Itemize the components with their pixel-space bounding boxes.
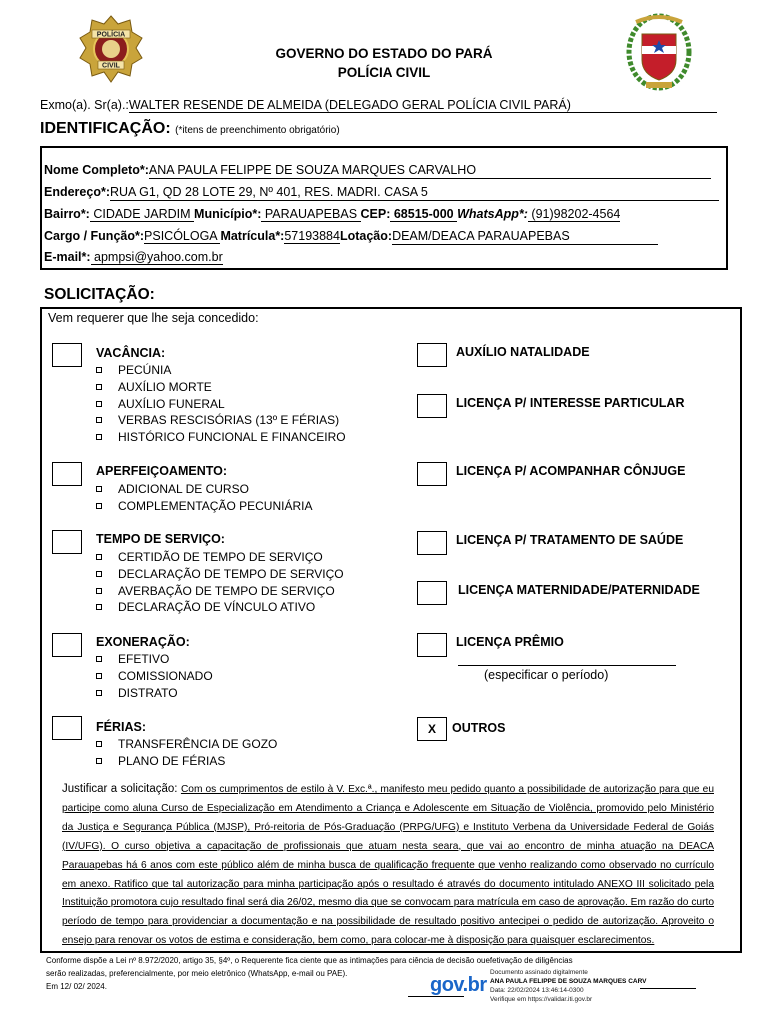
option-item[interactable]: AUXÍLIO FUNERAL: [94, 396, 346, 413]
identification-note: (*itens de preenchimento obrigatório): [175, 125, 340, 136]
identification-title: IDENTIFICAÇÃO:: [40, 120, 171, 137]
auxilio-natalidade-checkbox[interactable]: [417, 343, 447, 367]
licenca-interesse-label: LICENÇA P/ INTERESSE PARTICULAR: [456, 396, 685, 410]
option-item[interactable]: EFETIVO: [94, 651, 213, 668]
licenca-saude-label: LICENÇA P/ TRATAMENTO DE SAÚDE: [456, 533, 684, 547]
email-row: [44, 249, 223, 265]
identification-header: [40, 120, 340, 138]
tempo-servico-checkbox[interactable]: [52, 530, 82, 554]
licenca-conjuge-checkbox[interactable]: [417, 462, 447, 486]
cep-field[interactable]: 68515-000: [390, 207, 458, 221]
vacancia-label: VACÂNCIA:: [96, 346, 166, 360]
period-hint: (especificar o período): [484, 668, 609, 682]
whatsapp-label: WhatsApp*:: [457, 207, 528, 221]
footer-line2: serão realizadas, preferencialmente, por meio eletrônico (WhatsApp, e-mail ou PAE).: [46, 969, 348, 978]
option-item[interactable]: CERTIDÃO DE TEMPO DE SERVIÇO: [94, 549, 344, 566]
name-row: [44, 162, 711, 179]
option-item[interactable]: TRANSFERÊNCIA DE GOZO: [94, 736, 277, 753]
name-field[interactable]: ANA PAULA FELIPPE DE SOUZA MARQUES CARVALHO: [149, 162, 711, 179]
option-item[interactable]: DISTRATO: [94, 685, 213, 702]
address-field[interactable]: RUA G1, QD 28 LOTE 29, Nº 401, RES. MADRI. CASA 5: [110, 184, 719, 201]
bairro-label: Bairro*:: [44, 207, 90, 221]
municipio-label: Município*:: [194, 207, 262, 221]
matricula-field[interactable]: 57193884: [284, 229, 340, 243]
bairro-field[interactable]: CIDADE JARDIM: [89, 207, 195, 221]
exoneracao-options: [94, 651, 213, 701]
municipio-field[interactable]: PARAUAPEBAS: [261, 207, 361, 221]
header-police-line: POLÍCIA CIVIL: [337, 65, 431, 80]
period-input[interactable]: [458, 665, 676, 666]
vacancia-options: [94, 362, 346, 446]
lotacao-field[interactable]: DEAM/DEACA PARAUAPEBAS: [392, 228, 658, 245]
solicitation-title: SOLICITAÇÃO:: [44, 286, 155, 303]
option-item[interactable]: ADICIONAL DE CURSO: [94, 481, 312, 498]
badge-bottom-text: CIVIL: [102, 62, 120, 70]
address-label: Endereço*:: [44, 185, 110, 199]
licenca-interesse-checkbox[interactable]: [417, 394, 447, 418]
email-field[interactable]: apmpsi@yahoo.com.br: [90, 250, 223, 264]
locality-row: [44, 206, 620, 222]
justification-label: Justificar a solicitação:: [62, 783, 181, 795]
signature-title: Documento assinado digitalmente: [490, 969, 588, 976]
name-label: Nome Completo*:: [44, 163, 149, 177]
option-item[interactable]: HISTÓRICO FUNCIONAL E FINANCEIRO: [94, 429, 346, 446]
cargo-label: Cargo / Função*:: [44, 229, 145, 243]
digital-signature: [490, 968, 647, 1004]
addressee-label: Exmo(a). Sr(a).:: [40, 98, 129, 112]
aperfeicoamento-label: APERFEIÇOAMENTO:: [96, 464, 228, 478]
ferias-checkbox[interactable]: [52, 716, 82, 740]
cargo-field[interactable]: PSICÓLOGA: [144, 229, 221, 243]
option-item[interactable]: COMPLEMENTAÇÃO PECUNIÁRIA: [94, 498, 312, 515]
para-state-coat-of-arms-icon: [626, 12, 692, 92]
badge-top-text: POLÍCIA: [96, 31, 126, 39]
option-item[interactable]: COMISSIONADO: [94, 668, 213, 685]
outros-label: OUTROS: [452, 721, 506, 735]
tempo-servico-label: TEMPO DE SERVIÇO:: [96, 532, 225, 546]
option-item[interactable]: PLANO DE FÉRIAS: [94, 753, 277, 770]
address-row: [44, 184, 719, 201]
option-item[interactable]: VERBAS RESCISÓRIAS (13º E FÉRIAS): [94, 412, 346, 429]
whatsapp-field[interactable]: (91)98202-4564: [527, 207, 621, 221]
option-item[interactable]: DECLARAÇÃO DE TEMPO DE SERVIÇO: [94, 566, 344, 583]
ferias-label: FÉRIAS:: [96, 720, 146, 734]
signature-date: Data: 22/02/2024 13:46:14-0300: [490, 987, 584, 994]
tempo-servico-options: [94, 549, 344, 616]
licenca-saude-checkbox[interactable]: [417, 531, 447, 555]
govbr-logo: gov.br: [430, 974, 487, 996]
exoneracao-label: EXONERAÇÃO:: [96, 635, 190, 649]
auxilio-natalidade-label: AUXÍLIO NATALIDADE: [456, 345, 590, 359]
email-label: E-mail*:: [44, 250, 91, 264]
signature-verify-link[interactable]: Verifique em https://validar.iti.gov.br: [490, 996, 593, 1003]
aperfeicoamento-checkbox[interactable]: [52, 462, 82, 486]
ferias-options: [94, 736, 277, 770]
job-row: [44, 228, 658, 245]
option-item[interactable]: AVERBAÇÃO DE TEMPO DE SERVIÇO: [94, 583, 344, 600]
justification-block[interactable]: [62, 780, 714, 951]
cep-label: CEP:: [360, 207, 391, 221]
outros-checkbox[interactable]: X: [417, 717, 447, 741]
matricula-label: Matrícula*:: [220, 229, 285, 243]
justification-text: Com os cumprimentos de estilo à V. Exc.ª., manifesto meu pedido quanto a possibilidade de autorização para que eu participe como aluna Curso de Especialização em Atendimento a Criança e Adolescente em Situação de Violência, promovido pelo Ministério da Justiça e Segurança Pública (MJSP), Pró-reitoria de Pós-Graduação (PRPG/UFG) e Instituto Verbena da Universidade Federal de Goiás (IV/UFG). O curso objetiva a capacitação de profissionais que atuam nesta seara, que vai ao encontro de minha atuação na DEACA Parauapebas há 6 anos com este público além de minha busca de qualificação frequente que venho realizando como observado no currículo em anexo. Ratifico que tal autorização para minha participação após o resultado é através do documento intitulado ANEXO III solicitado pela Instituição promotora cujo resultado final será dia 26/02, mesmo dia que se convocam para matrícula em caso de aprovação. Em razão do curto período de tempo para providenciar a documentação e na possibilidade de resultado positivo antecipei o pedido de autorização. Aproveito o ensejo para renovar os votos de estima e consideração, bem como, para colocar-me à disposição para quaisquer esclarecimentos.: [62, 784, 714, 947]
licenca-premio-label: LICENÇA PRÊMIO: [456, 635, 564, 649]
option-item[interactable]: DECLARAÇÃO DE VÍNCULO ATIVO: [94, 599, 344, 616]
option-item[interactable]: PECÚNIA: [94, 362, 346, 379]
addressee-row: [40, 98, 726, 115]
addressee-field[interactable]: WALTER RESENDE DE ALMEIDA (DELEGADO GERAL POLÍCIA CIVIL PARÁ): [129, 98, 717, 113]
solicitation-intro: Vem requerer que lhe seja concedido:: [48, 311, 259, 325]
licenca-conjuge-label: LICENÇA P/ ACOMPANHAR CÔNJUGE: [456, 464, 686, 478]
licenca-maternidade-checkbox[interactable]: [417, 581, 447, 605]
licenca-maternidade-label: LICENÇA MATERNIDADE/PATERNIDADE: [458, 583, 700, 597]
signature-name: ANA PAULA FELIPPE DE SOUZA MARQUES CARV: [490, 978, 647, 985]
lotacao-label: Lotação:: [339, 229, 393, 243]
footer-line1: Conforme dispõe a Lei nº 8.972/2020, artigo 35, §4º, o Requerente fica ciente que as intimações para ciência de decisão ouefetivação de diligências: [46, 956, 573, 965]
vacancia-checkbox[interactable]: [52, 343, 82, 367]
option-item[interactable]: AUXÍLIO MORTE: [94, 379, 346, 396]
aperfeicoamento-options: [94, 481, 312, 515]
exoneracao-checkbox[interactable]: [52, 633, 82, 657]
footer-date: Em 12/ 02/ 2024.: [46, 982, 107, 991]
licenca-premio-checkbox[interactable]: [417, 633, 447, 657]
header-government-line: GOVERNO DO ESTADO DO PARÁ: [275, 46, 493, 61]
